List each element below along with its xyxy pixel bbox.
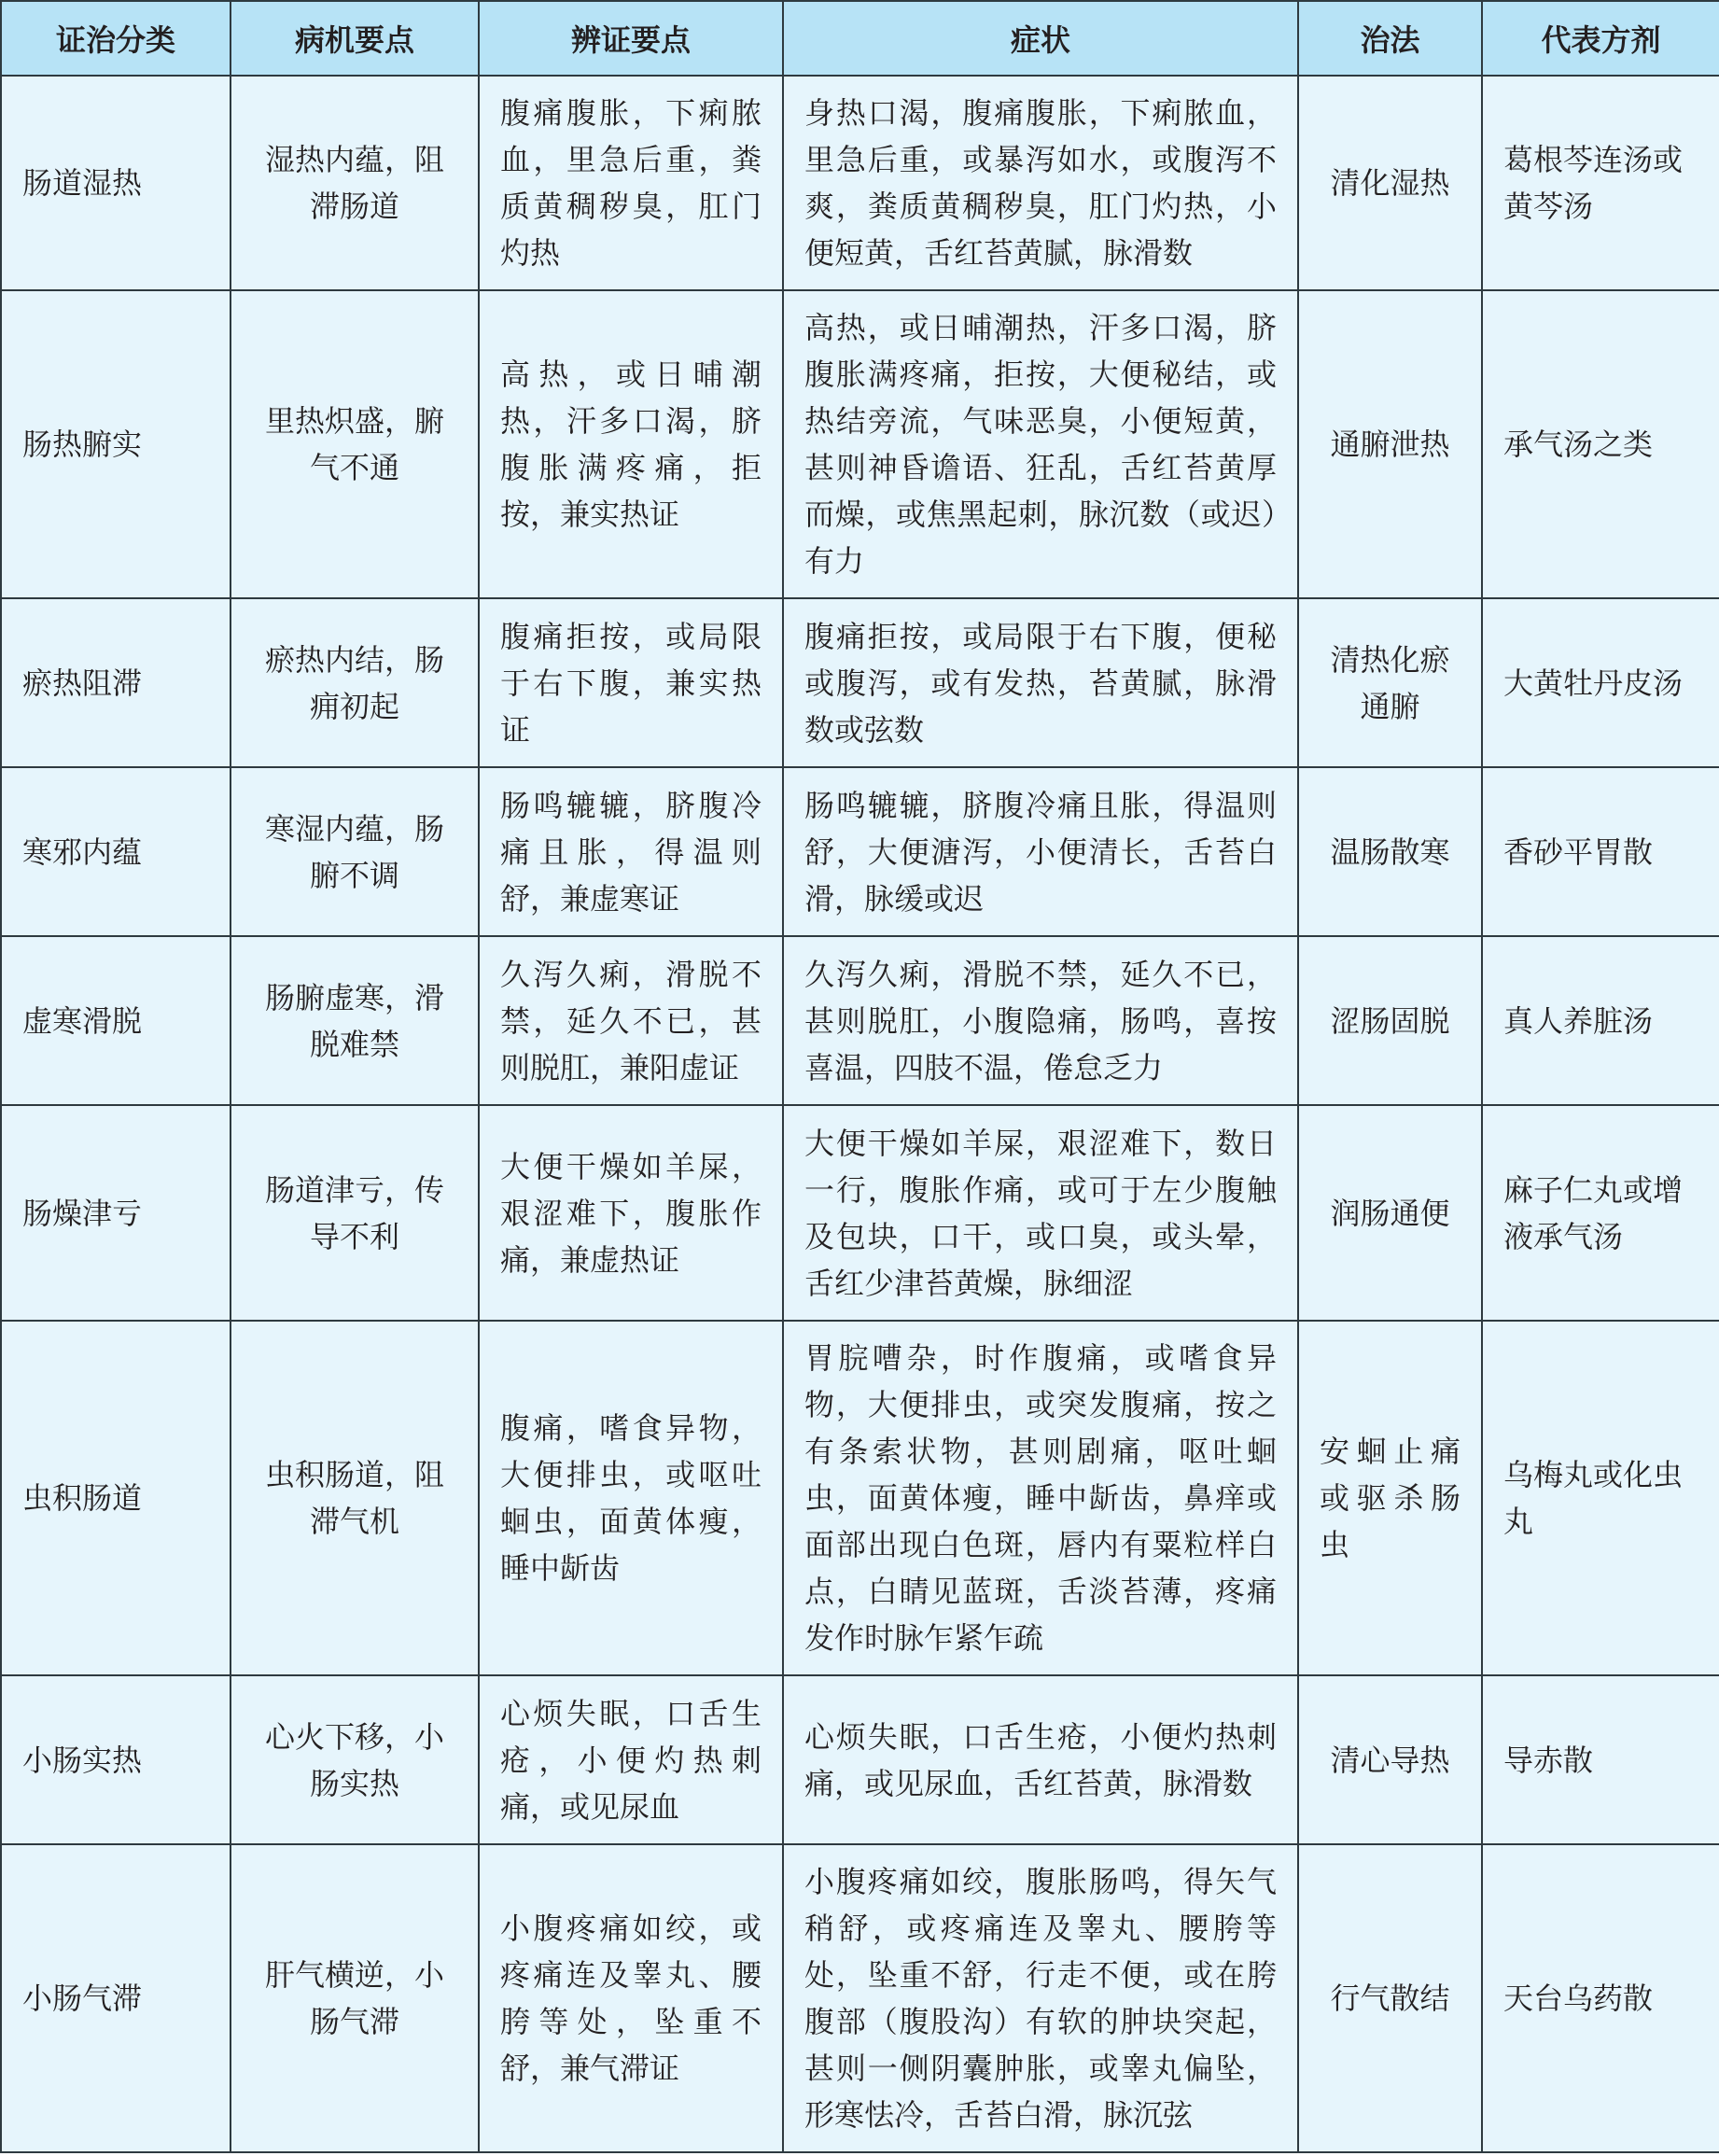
header-pathogenesis: 病机要点 [231,1,479,76]
cell-differentiation-points: 腹痛腹胀，下痢脓血，里急后重，粪质黄稠秽臭，肛门灼热 [479,76,783,290]
table-row [1,76,1719,290]
cell-treatment-method: 清心导热 [1298,1675,1482,1844]
header-treatment-method: 治法 [1298,1,1482,76]
cell-symptoms: 久泻久痢，滑脱不禁，延久不已，甚则脱肛，小腹隐痛，肠鸣，喜按喜温，四肢不温，倦怠乏力 [783,936,1298,1105]
cell-representative-formula: 真人养脏汤 [1482,936,1719,1105]
cell-treatment-method: 安蛔止痛或驱杀肠虫 [1298,1321,1482,1675]
cell-treatment-method: 润肠通便 [1298,1105,1482,1321]
cell-pathogenesis: 肠道津亏，传导不利 [231,1105,479,1321]
header-row [1,1,1719,76]
cell-representative-formula: 麻子仁丸或增液承气汤 [1482,1105,1719,1321]
table-row [1,598,1719,767]
cell-representative-formula: 承气汤之类 [1482,290,1719,598]
cell-pathogenesis: 肠腑虚寒，滑脱难禁 [231,936,479,1105]
header-representative-formula: 代表方剂 [1482,1,1719,76]
cell-syndrome-category: 寒邪内蕴 [1,767,231,936]
cell-differentiation-points: 大便干燥如羊屎，艰涩难下，腹胀作痛，兼虚热证 [479,1105,783,1321]
cell-representative-formula: 天台乌药散 [1482,1844,1719,2152]
cell-pathogenesis: 里热炽盛，腑气不通 [231,290,479,598]
cell-treatment-method: 涩肠固脱 [1298,936,1482,1105]
cell-symptoms: 心烦失眠，口舌生疮，小便灼热刺痛，或见尿血，舌红苔黄，脉滑数 [783,1675,1298,1844]
cell-syndrome-category: 肠道湿热 [1,76,231,290]
cell-representative-formula: 香砂平胃散 [1482,767,1719,936]
cell-differentiation-points: 久泻久痢，滑脱不禁，延久不已，甚则脱肛，兼阳虚证 [479,936,783,1105]
cell-symptoms: 小腹疼痛如绞，腹胀肠鸣，得矢气稍舒，或疼痛连及睾丸、腰胯等处，坠重不舒，行走不便，或在胯腹部（腹股沟）有软的肿块突起，甚则一侧阴囊肿胀，或睾丸偏坠，形寒怯冷，舌苔白滑，脉沉弦 [783,1844,1298,2152]
cell-representative-formula: 葛根芩连汤或黄芩汤 [1482,76,1719,290]
header-symptoms: 症状 [783,1,1298,76]
cell-pathogenesis: 瘀热内结，肠痈初起 [231,598,479,767]
cell-pathogenesis: 寒湿内蕴，肠腑不调 [231,767,479,936]
cell-treatment-method: 清化湿热 [1298,76,1482,290]
cell-differentiation-points: 高热，或日晡潮热，汗多口渴，脐腹胀满疼痛，拒按，兼实热证 [479,290,783,598]
cell-symptoms: 高热，或日晡潮热，汗多口渴，脐腹胀满疼痛，拒按，大便秘结，或热结旁流，气味恶臭，小便短黄，甚则神昏谵语、狂乱，舌红苔黄厚而燥，或焦黑起刺，脉沉数（或迟）有力 [783,290,1298,598]
table-header [1,1,1719,76]
table-row [1,767,1719,936]
cell-differentiation-points: 小腹疼痛如绞，或疼痛连及睾丸、腰胯等处，坠重不舒，兼气滞证 [479,1844,783,2152]
cell-pathogenesis: 虫积肠道，阻滞气机 [231,1321,479,1675]
table-row [1,936,1719,1105]
table-row [1,290,1719,598]
table-row [1,1675,1719,1844]
table-row [1,1844,1719,2152]
cell-treatment-method: 温肠散寒 [1298,767,1482,936]
cell-syndrome-category: 虚寒滑脱 [1,936,231,1105]
cell-symptoms: 肠鸣辘辘，脐腹冷痛且胀，得温则舒，大便溏泻，小便清长，舌苔白滑，脉缓或迟 [783,767,1298,936]
cell-differentiation-points: 腹痛拒按，或局限于右下腹，兼实热证 [479,598,783,767]
cell-representative-formula: 大黄牡丹皮汤 [1482,598,1719,767]
cell-pathogenesis: 心火下移，小肠实热 [231,1675,479,1844]
cell-differentiation-points: 肠鸣辘辘，脐腹冷痛且胀，得温则舒，兼虚寒证 [479,767,783,936]
table-row [1,1105,1719,1321]
cell-treatment-method: 清热化瘀通腑 [1298,598,1482,767]
table-body [1,76,1719,2152]
cell-symptoms: 大便干燥如羊屎，艰涩难下，数日一行，腹胀作痛，或可于左少腹触及包块，口干，或口臭，或头晕，舌红少津苔黄燥，脉细涩 [783,1105,1298,1321]
cell-syndrome-category: 小肠气滞 [1,1844,231,2152]
table-row [1,1321,1719,1675]
cell-differentiation-points: 腹痛，嗜食异物，大便排虫，或呕吐蛔虫，面黄体瘦，睡中龂齿 [479,1321,783,1675]
cell-symptoms: 腹痛拒按，或局限于右下腹，便秘或腹泻，或有发热，苔黄腻，脉滑数或弦数 [783,598,1298,767]
cell-differentiation-points: 心烦失眠，口舌生疮，小便灼热刺痛，或见尿血 [479,1675,783,1844]
cell-representative-formula: 乌梅丸或化虫丸 [1482,1321,1719,1675]
cell-syndrome-category: 肠热腑实 [1,290,231,598]
cell-syndrome-category: 肠燥津亏 [1,1105,231,1321]
cell-symptoms: 身热口渴，腹痛腹胀，下痢脓血，里急后重，或暴泻如水，或腹泻不爽，粪质黄稠秽臭，肛门灼热，小便短黄，舌红苔黄腻，脉滑数 [783,76,1298,290]
cell-symptoms: 胃脘嘈杂，时作腹痛，或嗜食异物，大便排虫，或突发腹痛，按之有条索状物，甚则剧痛，呕吐蛔虫，面黄体瘦，睡中龂齿，鼻痒或面部出现白色斑，唇内有粟粒样白点，白睛见蓝斑，舌淡苔薄，疼痛发作时脉乍紧乍疏 [783,1321,1298,1675]
cell-syndrome-category: 瘀热阻滞 [1,598,231,767]
header-differentiation-points: 辨证要点 [479,1,783,76]
cell-syndrome-category: 小肠实热 [1,1675,231,1844]
cell-syndrome-category: 虫积肠道 [1,1321,231,1675]
header-syndrome-category: 证治分类 [1,1,231,76]
cell-treatment-method: 通腑泄热 [1298,290,1482,598]
cell-pathogenesis: 肝气横逆，小肠气滞 [231,1844,479,2152]
cell-treatment-method: 行气散结 [1298,1844,1482,2152]
cell-representative-formula: 导赤散 [1482,1675,1719,1844]
cell-pathogenesis: 湿热内蕴，阻滞肠道 [231,76,479,290]
